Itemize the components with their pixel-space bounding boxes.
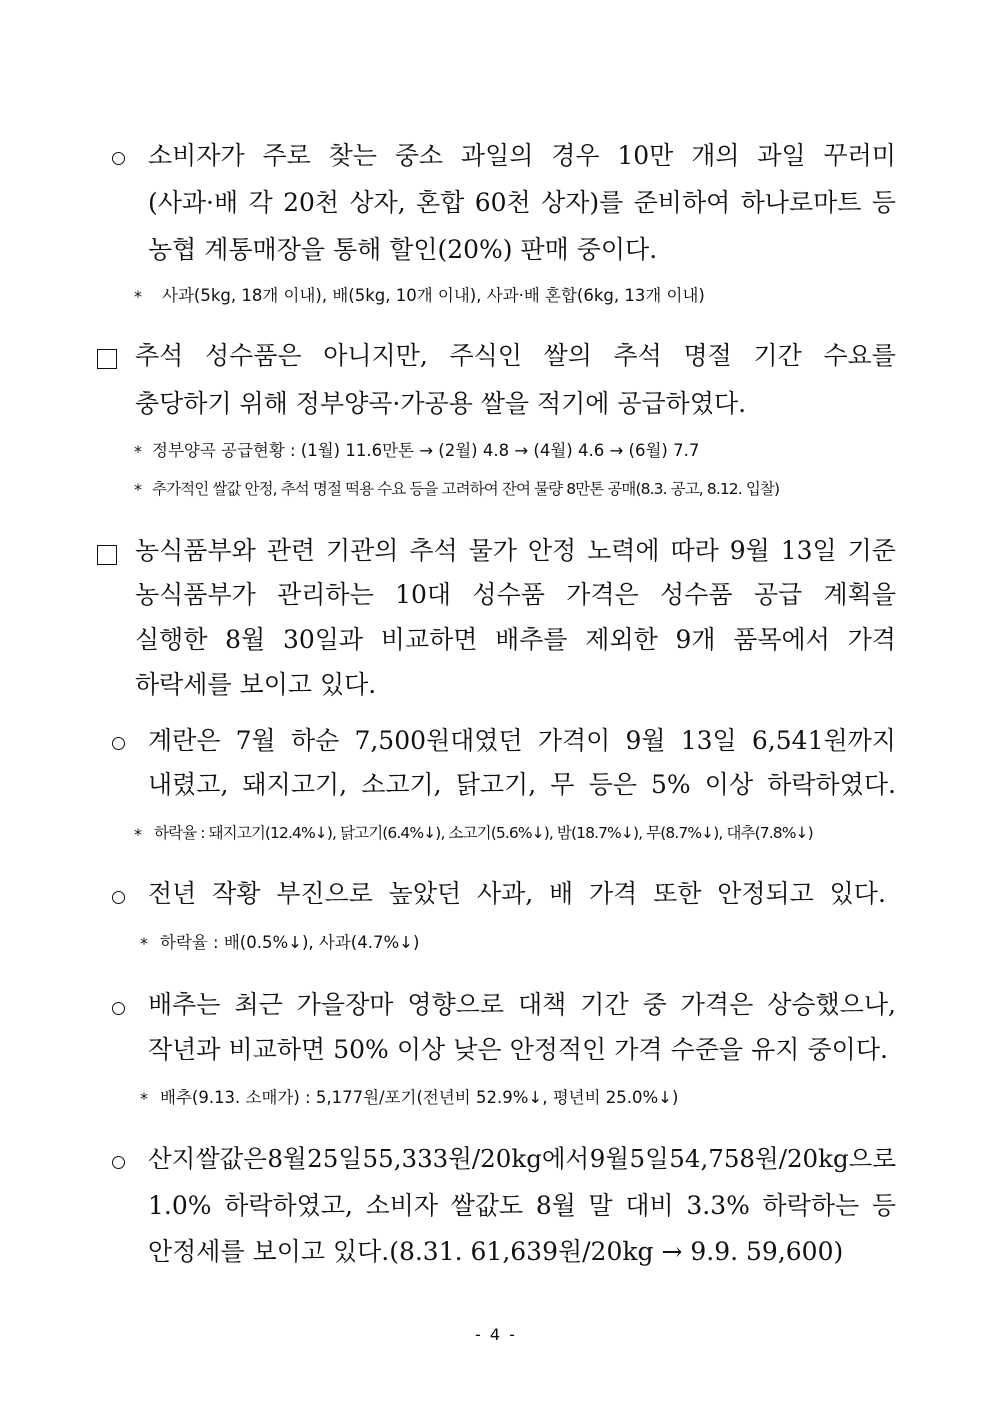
note-marker: * [140, 934, 148, 953]
circle-bullet-icon [112, 1002, 125, 1015]
note-marker: * [134, 825, 142, 844]
circle-bullet-icon [112, 152, 125, 165]
body-line: 계란은 7월 하순 7,500원대였던 가격이 9월 13일 6,541원까지 [148, 726, 896, 755]
body-line: 내렸고, 돼지고기, 소고기, 닭고기, 무 등은 5% 이상 하락하였다. [148, 770, 896, 799]
body-line: 소비자가 주로 찾는 중소 과일의 경우 10만 개의 과일 꾸러미 [148, 141, 896, 170]
square-bullet-icon [97, 545, 117, 565]
circle-bullet-icon [112, 1156, 125, 1169]
body-line: 배추는 최근 가을장마 영향으로 대책 기간 중 가격은 상승했으나, [148, 990, 896, 1019]
note-marker: * [134, 480, 142, 499]
body-line: 실행한 8월 30일과 비교하면 배추를 제외한 9개 품목에서 가격 [135, 625, 896, 654]
footnote-line: 배추(9.13. 소매가) : 5,177원/포기(전년비 52.9%↓, 평년비 25.0%↓) [160, 1088, 679, 1107]
note-marker: * [134, 442, 142, 461]
body-line: 추석 성수품은 아니지만, 주식인 쌀의 추석 명절 기간 수요를 [135, 341, 896, 370]
body-line: 작년과 비교하면 50% 이상 낮은 안정적인 가격 수준을 유지 중이다. [148, 1035, 888, 1064]
note-marker: * [134, 287, 142, 306]
body-line: 농식품부가 관리하는 10대 성수품 가격은 성수품 공급 계획을 [135, 580, 896, 609]
body-line: (사과·배 각 20천 상자, 혼합 60천 상자)를 준비하여 하나로마트 등 [148, 188, 896, 217]
circle-bullet-icon [112, 737, 125, 750]
footnote-line: 하락율 : 배(0.5%↓), 사과(4.7%↓) [160, 933, 420, 952]
body-line: 농식품부와 관련 기관의 추석 물가 안정 노력에 따라 9월 13일 기준 [135, 536, 896, 565]
body-line: 하락세를 보이고 있다. [135, 670, 377, 699]
footnote-line: 사과(5kg, 18개 이내), 배(5kg, 10개 이내), 사과·배 혼합(6kg, 13개 이내) [162, 286, 705, 305]
square-bullet-icon [97, 349, 117, 369]
footnote-line: 하락율 : 돼지고기(12.4%↓), 닭고기(6.4%↓), 소고기(5.6%↓), 밤(18.7%↓), 무(8.7%↓), 대추(7.8%↓) [154, 824, 813, 842]
page-number: - 4 - [475, 1325, 517, 1344]
body-line: 전년 작황 부진으로 높았던 사과, 배 가격 또한 안정되고 있다. [148, 879, 886, 908]
body-line: 산지 쌀값은 8월 25일 55,333원/20kg에서 9월 5일 54,758원/20kg으로 [148, 1144, 896, 1173]
footnote-line: 추가적인 쌀값 안정, 추석 명절 떡용 수요 등을 고려하여 잔여 물량 8만톤 공매(8.3. 공고, 8.12. 입찰) [152, 480, 780, 498]
circle-bullet-icon [112, 891, 125, 904]
body-line: 안정세를 보이고 있다.(8.31. 61,639원/20kg → 9.9. 59,600) [148, 1237, 844, 1266]
body-line: 농협 계통매장을 통해 할인(20%) 판매 중이다. [148, 235, 658, 264]
body-line: 충당하기 위해 정부양곡·가공용 쌀을 적기에 공급하였다. [135, 389, 747, 418]
note-marker: * [140, 1089, 148, 1108]
body-line: 1.0% 하락하였고, 소비자 쌀값도 8월 말 대비 3.3% 하락하는 등 [148, 1191, 896, 1220]
footnote-line: 정부양곡 공급현황 : (1월) 11.6만톤 → (2월) 4.8 → (4월) 4.6 → (6월) 7.7 [152, 441, 700, 460]
